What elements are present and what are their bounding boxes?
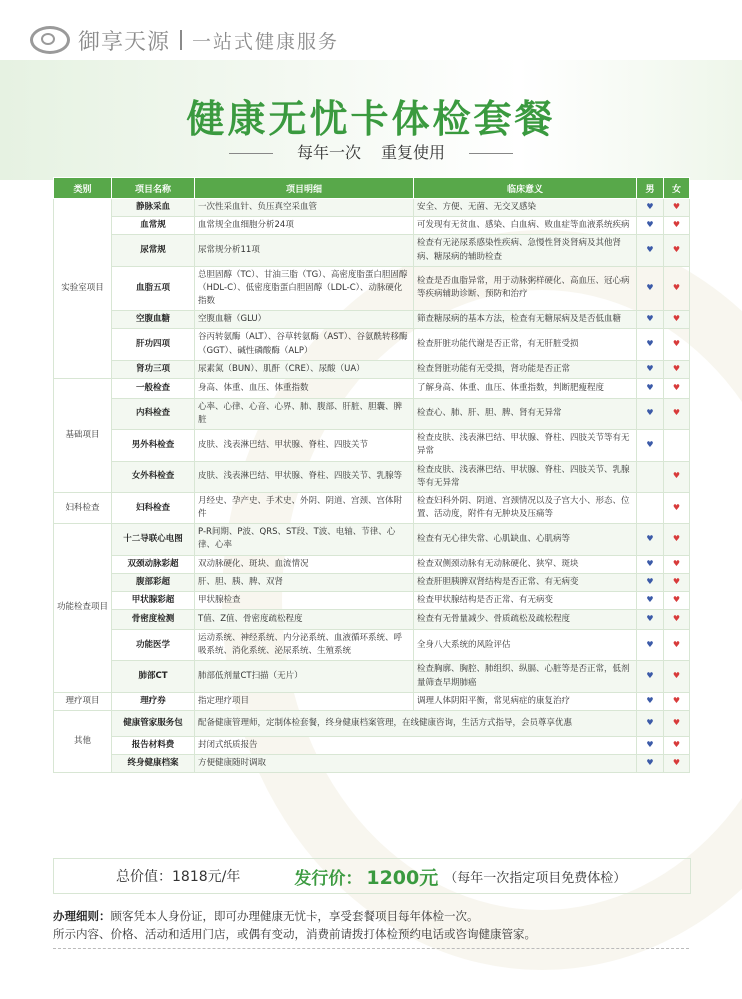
table-row <box>54 755 690 773</box>
male-applicable-cell <box>637 461 664 492</box>
clinical-meaning-cell: 检查肝脏功能代谢是否正常，有无肝脏受损 <box>414 329 637 360</box>
female-applicable-cell <box>664 430 690 461</box>
clinical-meaning-cell: 检查心、肺、肝、胆、脾、肾有无异常 <box>414 398 637 429</box>
heart-icon: ♥ <box>672 382 681 392</box>
footer-dashed-divider <box>53 948 689 949</box>
male-applicable-cell <box>637 360 664 378</box>
item-name-cell: 报告材料费 <box>112 736 195 754</box>
item-name-cell: 健康管家服务包 <box>112 710 195 736</box>
item-name-cell: 腹部彩超 <box>112 573 195 591</box>
item-detail-cell: 谷丙转氨酶（ALT）、谷草转氨酶（AST）、谷氨酰转移酶（GGT）、碱性磷酸酶（ALP） <box>195 329 414 360</box>
table-row <box>54 630 690 661</box>
heart-icon: ♥ <box>672 614 681 624</box>
item-detail-cell: 封闭式纸质报告 <box>195 736 637 754</box>
issue-price-note: （每年一次指定项目免费体检） <box>444 870 627 886</box>
item-name-cell: 肾功三项 <box>112 360 195 378</box>
male-applicable-cell <box>637 199 664 217</box>
item-name-cell: 骨密度检测 <box>112 610 195 630</box>
table-row <box>54 398 690 429</box>
male-applicable-cell <box>637 217 664 235</box>
item-detail-cell: 空腹血糖（GLU） <box>195 311 414 329</box>
table-row <box>54 573 690 591</box>
clinical-meaning-cell: 调理人体阴阳平衡，常见病症的康复治疗 <box>414 692 637 710</box>
heart-icon: ♥ <box>672 471 681 481</box>
table-row <box>54 591 690 609</box>
heart-icon: ♥ <box>672 758 681 768</box>
item-detail-cell: 尿常规分析11项 <box>195 235 414 266</box>
male-applicable-cell <box>637 329 664 360</box>
table-header-row <box>54 178 690 199</box>
item-name-cell: 功能医学 <box>112 630 195 661</box>
heart-icon: ♥ <box>672 695 681 705</box>
table-row <box>54 360 690 378</box>
item-name-cell: 妇科检查 <box>112 492 195 523</box>
table-row <box>54 235 690 266</box>
male-applicable-cell <box>637 755 664 773</box>
heart-icon: ♥ <box>646 695 654 705</box>
table-row <box>54 329 690 360</box>
item-name-cell: 静脉采血 <box>112 199 195 217</box>
item-name-cell: 男外科检查 <box>112 430 195 461</box>
clinical-meaning-cell: 检查肝胆胰脾双肾结构是否正常、有无病变 <box>414 573 637 591</box>
item-detail-cell: 血常规全血细胞分析24项 <box>195 217 414 235</box>
table-row <box>54 217 690 235</box>
brand-tagline: 一站式健康服务 <box>192 30 340 53</box>
item-detail-cell: T值、Z值、骨密度疏松程度 <box>195 610 414 630</box>
female-applicable-cell <box>664 755 690 773</box>
header <box>30 20 339 60</box>
subtitle-right: 重复使用 <box>381 143 446 162</box>
clinical-meaning-cell: 检查妇科外阴、阴道、宫颈情况以及子宫大小、形态、位置、活动度，附件有无肿块及压痛等 <box>414 492 637 523</box>
item-detail-cell: 尿素氮（BUN）、肌酐（CRE）、尿酸（UA） <box>195 360 414 378</box>
heart-icon: ♥ <box>646 758 654 768</box>
price-summary <box>53 858 691 894</box>
header-female: 女 <box>664 178 690 199</box>
table-row <box>54 461 690 492</box>
heart-icon: ♥ <box>672 202 681 211</box>
male-applicable-cell <box>637 555 664 573</box>
heart-icon: ♥ <box>646 202 654 211</box>
heart-icon: ♥ <box>672 533 681 543</box>
heart-icon: ♥ <box>646 533 654 543</box>
female-applicable-cell <box>664 555 690 573</box>
table-row <box>54 736 690 754</box>
heart-icon: ♥ <box>646 220 654 230</box>
item-name-cell: 女外科检查 <box>112 461 195 492</box>
brand-logo-icon <box>30 26 70 54</box>
heart-icon: ♥ <box>646 244 654 254</box>
heart-icon: ♥ <box>672 502 681 512</box>
female-applicable-cell <box>664 630 690 661</box>
subtitle-line-right <box>469 153 513 154</box>
female-applicable-cell <box>664 360 690 378</box>
item-detail-cell: 运动系统、神经系统、内分泌系统、血液循环系统、呼吸系统、消化系统、泌尿系统、生殖系统 <box>195 630 414 661</box>
category-cell: 功能检查项目 <box>54 524 112 693</box>
subtitle-left: 每年一次 <box>296 143 361 162</box>
heart-icon: ♥ <box>646 594 654 604</box>
heart-icon: ♥ <box>672 558 681 568</box>
item-detail-cell: 配备健康管理师，定制体检套餐，终身健康档案管理，在线健康咨询，生活方式指导，会员尊享优惠 <box>195 710 637 736</box>
heart-icon: ♥ <box>672 594 681 604</box>
table-row <box>54 524 690 555</box>
item-name-cell: 十二导联心电图 <box>112 524 195 555</box>
item-name-cell: 内科检查 <box>112 398 195 429</box>
clinical-meaning-cell: 安全、方便、无菌、无交叉感染 <box>414 199 637 217</box>
item-name-cell: 肝功四项 <box>112 329 195 360</box>
female-applicable-cell <box>664 329 690 360</box>
heart-icon: ♥ <box>646 382 654 392</box>
table-row <box>54 266 690 311</box>
item-detail-cell: 皮肤、浅表淋巴结、甲状腺、脊柱、四肢关节、乳腺等 <box>195 461 414 492</box>
table-row <box>54 710 690 736</box>
table-row <box>54 199 690 217</box>
clinical-meaning-cell: 检查有无骨量减少、骨质疏松及疏松程度 <box>414 610 637 630</box>
header-category: 类别 <box>54 178 112 199</box>
table-row <box>54 555 690 573</box>
item-detail-cell: 一次性采血针、负压真空采血管 <box>195 199 414 217</box>
item-name-cell: 空腹血糖 <box>112 311 195 329</box>
heart-icon: ♥ <box>672 363 681 373</box>
header-divider <box>180 30 182 50</box>
male-applicable-cell <box>637 311 664 329</box>
male-applicable-cell <box>637 710 664 736</box>
clinical-meaning-cell: 检查胸廓、胸腔、肺组织、纵膈、心脏等是否正常，低剂量筛查早期肺癌 <box>414 661 637 692</box>
female-applicable-cell <box>664 591 690 609</box>
male-applicable-cell <box>637 610 664 630</box>
male-applicable-cell <box>637 266 664 311</box>
item-detail-cell: 总胆固醇（TC）、甘油三脂（TG）、高密度脂蛋白胆固醇（HDL-C）、低密度脂蛋白胆固醇（LDL-C）、动脉硬化指数 <box>195 266 414 311</box>
item-name-cell: 血脂五项 <box>112 266 195 311</box>
heart-icon: ♥ <box>672 717 681 727</box>
heart-icon: ♥ <box>672 576 681 586</box>
heart-icon: ♥ <box>672 739 681 749</box>
category-cell: 其他 <box>54 710 112 772</box>
female-applicable-cell <box>664 661 690 692</box>
heart-icon: ♥ <box>672 244 681 254</box>
female-applicable-cell <box>664 710 690 736</box>
header-clinical-meaning: 临床意义 <box>414 178 637 199</box>
table-row <box>54 610 690 630</box>
clinical-meaning-cell: 检查是否血脂异常，用于动脉粥样硬化、高血压、冠心病等疾病辅助诊断、预防和治疗 <box>414 266 637 311</box>
heart-icon: ♥ <box>672 220 681 230</box>
male-applicable-cell <box>637 430 664 461</box>
female-applicable-cell <box>664 524 690 555</box>
clinical-meaning-cell: 检查甲状腺结构是否正常、有无病变 <box>414 591 637 609</box>
female-applicable-cell <box>664 398 690 429</box>
heart-icon: ♥ <box>646 314 654 324</box>
header-item-detail: 项目明细 <box>195 178 414 199</box>
table-row <box>54 661 690 692</box>
clinical-meaning-cell: 全身八大系统的风险评估 <box>414 630 637 661</box>
notes-line2: 所示内容、价格、活动和适用门店，或偶有变动，消费前请拨打体检预约电话或咨询健康管家。 <box>53 926 536 941</box>
page-subtitle <box>0 140 742 163</box>
male-applicable-cell <box>637 591 664 609</box>
item-detail-cell: 心率、心律、心音、心界、肺、腹部、肝脏、胆囊、脾脏 <box>195 398 414 429</box>
heart-icon: ♥ <box>672 639 681 649</box>
female-applicable-cell <box>664 692 690 710</box>
table-row <box>54 378 690 398</box>
clinical-meaning-cell: 可发现有无贫血、感染、白血病、败血症等血液系统疾病 <box>414 217 637 235</box>
heart-icon: ♥ <box>646 282 654 292</box>
clinical-meaning-cell: 检查双侧颈动脉有无动脉硬化、狭窄、斑块 <box>414 555 637 573</box>
item-name-cell: 肺部CT <box>112 661 195 692</box>
category-cell: 实验室项目 <box>54 199 112 379</box>
heart-icon: ♥ <box>672 338 681 348</box>
male-applicable-cell <box>637 573 664 591</box>
male-applicable-cell <box>637 630 664 661</box>
item-detail-cell: 方便健康随时调取 <box>195 755 637 773</box>
category-cell: 基础项目 <box>54 378 112 492</box>
item-detail-cell: 双动脉硬化、斑块、血流情况 <box>195 555 414 573</box>
header-male: 男 <box>637 178 664 199</box>
table-row <box>54 492 690 523</box>
total-value: 总价值：1818元/年 <box>116 869 241 885</box>
female-applicable-cell <box>664 736 690 754</box>
male-applicable-cell <box>637 492 664 523</box>
terms-notes <box>53 908 693 944</box>
female-applicable-cell <box>664 311 690 329</box>
category-cell: 理疗项目 <box>54 692 112 710</box>
female-applicable-cell <box>664 217 690 235</box>
item-detail-cell: 肝、胆、胰、脾、双肾 <box>195 573 414 591</box>
brand-name: 御享天源 <box>78 29 171 55</box>
item-detail-cell: 月经史、孕产史、手术史、外阴、阴道、宫颈、宫体附件 <box>195 492 414 523</box>
header-item-name: 项目名称 <box>112 178 195 199</box>
notes-line1: 顾客凭本人身份证，即可办理健康无忧卡，享受套餐项目每年体检一次。 <box>110 909 479 923</box>
item-detail-cell: 甲状腺检查 <box>195 591 414 609</box>
heart-icon: ♥ <box>672 282 681 292</box>
item-name-cell: 血常规 <box>112 217 195 235</box>
table-row <box>54 311 690 329</box>
item-name-cell: 甲状腺彩超 <box>112 591 195 609</box>
male-applicable-cell <box>637 661 664 692</box>
item-detail-cell: P-R间期、P波、QRS、ST段、T波、电轴、节律、心律、心率 <box>195 524 414 555</box>
heart-icon: ♥ <box>646 558 654 568</box>
clinical-meaning-cell: 检查肾脏功能有无受损，肾功能是否正常 <box>414 360 637 378</box>
male-applicable-cell <box>637 524 664 555</box>
page-title: 健康无忧卡体检套餐 <box>186 97 556 141</box>
heart-icon: ♥ <box>646 639 654 649</box>
female-applicable-cell <box>664 235 690 266</box>
table-row <box>54 692 690 710</box>
heart-icon: ♥ <box>646 614 654 624</box>
female-applicable-cell <box>664 266 690 311</box>
heart-icon: ♥ <box>672 408 681 418</box>
table-row <box>54 430 690 461</box>
subtitle-line-left <box>229 153 273 154</box>
male-applicable-cell <box>637 235 664 266</box>
clinical-meaning-cell: 检查皮肤、浅表淋巴结、甲状腺、脊柱、四肢关节等有无异常 <box>414 430 637 461</box>
female-applicable-cell <box>664 378 690 398</box>
item-detail-cell: 皮肤、浅表淋巴结、甲状腺、脊柱、四肢关节 <box>195 430 414 461</box>
female-applicable-cell <box>664 492 690 523</box>
item-name-cell: 尿常规 <box>112 235 195 266</box>
issue-price: 1200元 <box>366 866 439 889</box>
item-name-cell: 一般检查 <box>112 378 195 398</box>
heart-icon: ♥ <box>646 408 654 418</box>
item-detail-cell: 肺部低剂量CT扫描（无片） <box>195 661 414 692</box>
male-applicable-cell <box>637 398 664 429</box>
heart-icon: ♥ <box>646 363 654 373</box>
male-applicable-cell <box>637 378 664 398</box>
heart-icon: ♥ <box>646 739 654 749</box>
item-name-cell: 终身健康档案 <box>112 755 195 773</box>
heart-icon: ♥ <box>646 338 654 348</box>
issue-price-label: 发行价： <box>294 868 363 889</box>
category-cell: 妇科检查 <box>54 492 112 523</box>
heart-icon: ♥ <box>646 717 654 727</box>
female-applicable-cell <box>664 610 690 630</box>
clinical-meaning-cell: 筛查糖尿病的基本方法，检查有无糖尿病及是否低血糖 <box>414 311 637 329</box>
clinical-meaning-cell: 检查有无心律失常、心肌缺血、心肌病等 <box>414 524 637 555</box>
female-applicable-cell <box>664 573 690 591</box>
table-body <box>54 199 690 773</box>
male-applicable-cell <box>637 692 664 710</box>
heart-icon: ♥ <box>646 671 654 681</box>
item-name-cell: 双颈动脉彩超 <box>112 555 195 573</box>
item-name-cell: 理疗券 <box>112 692 195 710</box>
item-detail-cell: 身高、体重、血压、体重指数 <box>195 378 414 398</box>
item-detail-cell: 指定理疗项目 <box>195 692 414 710</box>
heart-icon: ♥ <box>672 314 681 324</box>
package-table <box>53 177 690 773</box>
heart-icon: ♥ <box>646 576 654 586</box>
male-applicable-cell <box>637 736 664 754</box>
clinical-meaning-cell: 了解身高、体重、血压、体重指数，判断肥瘦程度 <box>414 378 637 398</box>
female-applicable-cell <box>664 461 690 492</box>
heart-icon: ♥ <box>646 439 654 449</box>
heart-icon: ♥ <box>672 671 681 681</box>
notes-label: 办理细则： <box>53 909 111 923</box>
clinical-meaning-cell: 检查有无泌尿系感染性疾病、急慢性肾炎肾病及其他肾病、糖尿病的辅助检查 <box>414 235 637 266</box>
clinical-meaning-cell: 检查皮肤、浅表淋巴结、甲状腺、脊柱、四肢关节、乳腺等有无异常 <box>414 461 637 492</box>
female-applicable-cell <box>664 199 690 217</box>
